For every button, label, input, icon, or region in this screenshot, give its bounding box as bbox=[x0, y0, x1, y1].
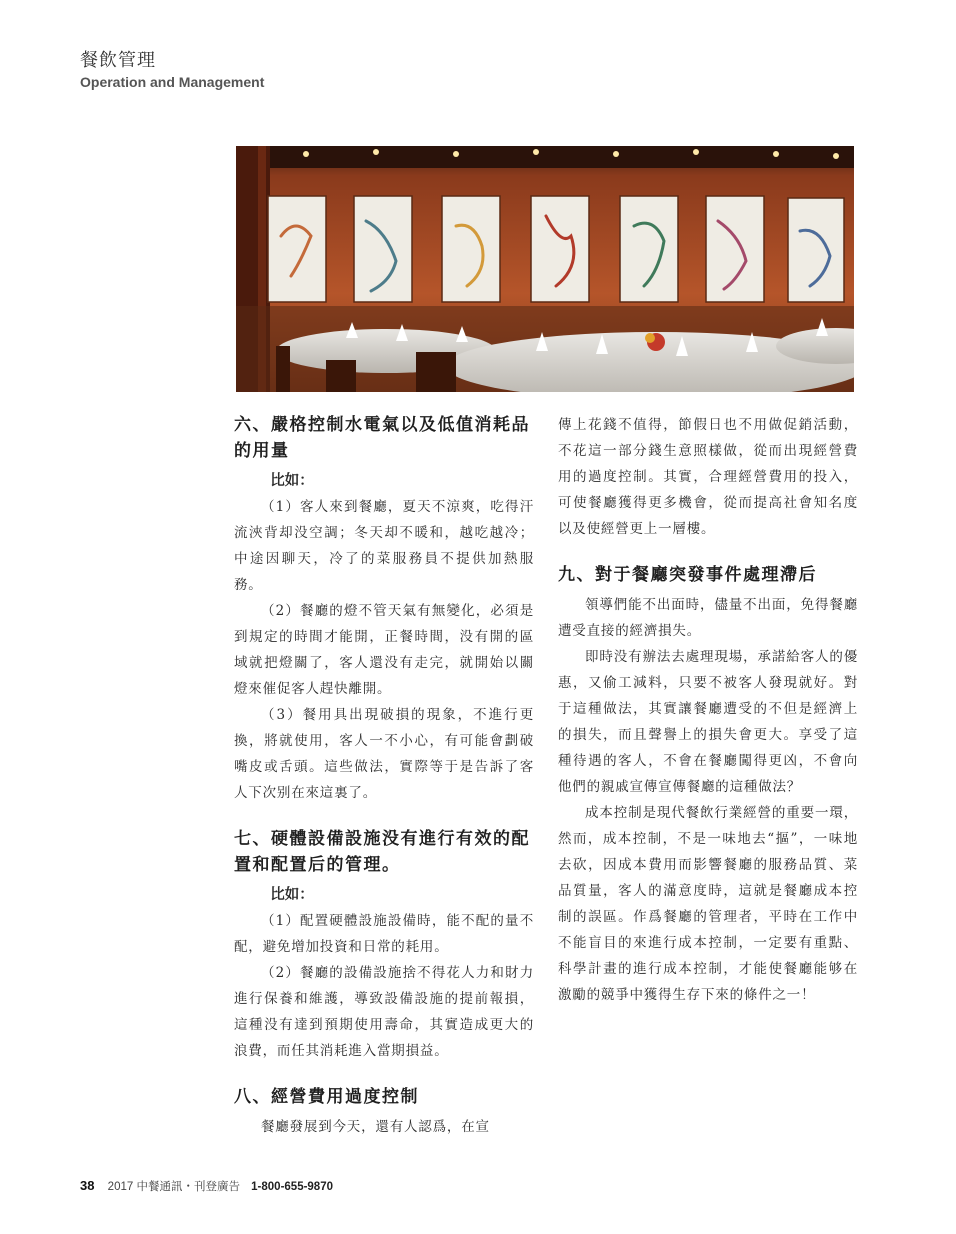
section-title-en: Operation and Management bbox=[80, 74, 265, 90]
heading-section-7: 七、硬體設備設施没有進行有效的配置和配置后的管理。 bbox=[234, 829, 530, 875]
publication-info: 2017 中餐通訊・刊登廣告 bbox=[107, 1181, 240, 1193]
example-label: 比如： bbox=[270, 887, 314, 903]
paragraph: （2）餐廳的設備設施捨不得花人力和財力進行保養和維護，導致設備設施的提前報損，這種没有達到預期使用壽命，其實造成更大的浪費，而任其消耗進入當期損益。 bbox=[234, 965, 534, 1059]
phone-number: 1-800-655-9870 bbox=[251, 1181, 333, 1193]
paragraph: 傳上花錢不值得，節假日也不用做促銷活動，不花這一部分錢生意照樣做，從而出現經營費用的過度控制。其實，合理經營費用的投入，可使餐廳獲得更多機會，從而提高社會知名度以及使經營更上一層樓。 bbox=[558, 417, 858, 537]
page-header bbox=[80, 50, 264, 92]
page-number: 38 bbox=[80, 1178, 95, 1193]
paragraph: （2）餐廳的燈不管天氣有無變化，必須是到規定的時間才能開，正餐時間，没有開的區域就把燈關了，客人還没有走完，就開始以關燈來催促客人趕快離開。 bbox=[234, 603, 534, 697]
heading-section-9: 九、對于餐廳突發事件處理滯后 bbox=[558, 565, 817, 585]
page-footer bbox=[80, 1178, 333, 1194]
section-title-zh: 餐飲管理 bbox=[80, 50, 156, 71]
photo-illustration bbox=[236, 146, 854, 392]
example-label: 比如： bbox=[270, 473, 314, 489]
left-column bbox=[234, 412, 534, 1140]
paragraph: 成本控制是現代餐飲行業經營的重要一環，然而，成本控制，不是一味地去“摳”，一味地去砍，因成本費用而影響餐廳的服務品質、菜品質量，客人的滿意度時，這就是餐廳成本控制的誤區。作爲餐廳的管理者，平時在工作中不能盲目的來進行成本控制，一定要有重點、科學計畫的進行成本控制，才能使餐廳能够在激勵的競爭中獲得生存下來的條件之一！ bbox=[558, 805, 858, 1003]
paragraph: 領導們能不出面時，儘量不出面，免得餐廳遭受直接的經濟損失。 bbox=[558, 597, 858, 639]
paragraph: 餐廳發展到今天，還有人認爲，在宣 bbox=[261, 1119, 490, 1135]
paragraph: （3）餐用具出現破損的現象，不進行更換，將就使用，客人一不小心，有可能會劃破嘴皮或舌頭。這些做法，實際等于是告訴了客人下次别在來這裏了。 bbox=[234, 707, 534, 801]
paragraph: 即時没有辦法去處理現場，承諾給客人的優惠，又偷工減料，只要不被客人發現就好。對于這種做法，其實讓餐廳遭受的不但是經濟上的損失，而且聲譽上的損失會更大。享受了這種待遇的客人，不會在餐廳闖得更凶，不會向他們的親戚宣傳宣傳餐廳的這種做法？ bbox=[558, 649, 858, 795]
right-column bbox=[558, 412, 858, 1008]
heading-section-6: 六、嚴格控制水電氣以及低值消耗品的用量 bbox=[234, 415, 530, 461]
heading-section-8: 八、經營費用過度控制 bbox=[234, 1087, 419, 1107]
paragraph: （1）客人來到餐廳，夏天不涼爽，吃得汗流浹背却没空調；冬天却不暖和，越吃越冷；中途因聊天，冷了的菜服務員不提供加熱服務。 bbox=[234, 499, 534, 593]
paragraph: （1）配置硬體設施設備時，能不配的量不配，避免增加投資和日常的耗用。 bbox=[234, 913, 534, 955]
restaurant-interior-photo bbox=[236, 146, 854, 392]
